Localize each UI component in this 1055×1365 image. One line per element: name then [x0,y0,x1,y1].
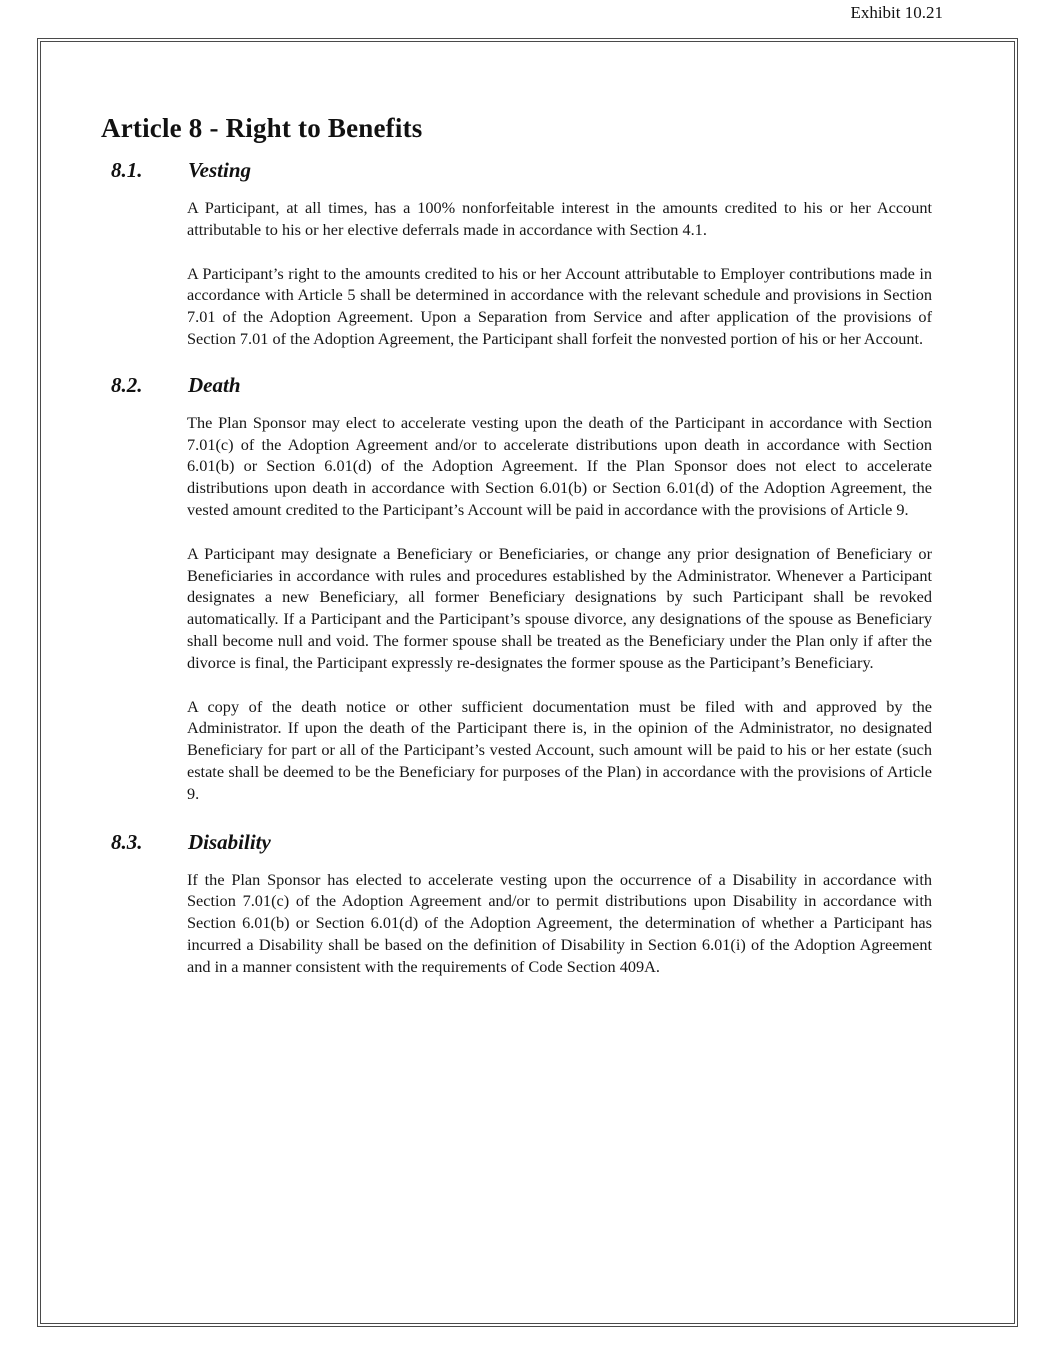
section-title: Vesting [188,158,252,182]
paragraph: A Participant, at all times, has a 100% nonforfeitable interest in the amounts credited to his or her Account attributable to his or her elective deferrals made in accordance with Section 4.1. [187,198,932,239]
paragraph: If the Plan Sponsor has elected to accelerate vesting upon the occurrence of a Disability in accordance with Section 7.01(c) of the Adoption Agreement and/or to permit distributions upon Disability in accordance with Section 6.01(b) or Section 6.01(d) of the Adoption Agreement, the determination of whether a Participant has incurred a Disability shall be based on the definition of Disability in Section 6.01(i) of the Adoption Agreement and in a manner consistent with the requirements of Code Section 409A. [187,869,932,976]
section-number: 8.1. [111,158,143,182]
paragraph: A Participant’s right to the amounts credited to his or her Account attributable to Employer contributions made in accordance with Article 5 shall be determined in accordance with the relevant schedule and provisions in Section 7.01 of the Adoption Agreement. Upon a Separation from Service and after application of the provisions of Section 7.01 of the Adoption Agreement, the Participant shall forfeit the nonvested portion of his or her Account. [187,263,932,348]
exhibit-label: Exhibit 10.21 [850,3,943,22]
section-title: Disability [188,829,271,854]
paragraph: A Participant may designate a Beneficiary or Beneficiaries, or change any prior designation of Beneficiary or Beneficiaries in accordance with rules and procedures established by the Administrator. Whenever a Participant designates a new Beneficiary, all former Beneficiary designations by such Participant shall be revoked automatically. If a Participant and the Participant’s spouse divorce, any designations of the spouse as Beneficiary shall become null and void. The former spouse shall be treated as the Beneficiary under the Plan only if after the divorce is final, the Participant expressly re-designates the former spouse as the Participant’s Beneficiary. [187,543,932,672]
paragraph: The Plan Sponsor may elect to accelerate vesting upon the death of the Participant in accordance with Section 7.01(c) of the Adoption Agreement and/or to accelerate distributions upon death in accordance with Section 6.01(b) or Section 6.01(d) of the Adoption Agreement. If the Plan Sponsor does not elect to accelerate distributions upon death in accordance with Section 6.01(b) or Section 6.01(d) of the Adoption Agreement, the vested amount credited to the Participant’s Account will be paid in accordance with the provisions of Article 9. [187,412,932,519]
page-border-frame [37,38,1018,1327]
section-number: 8.3. [111,829,143,854]
section-title: Death [188,372,241,397]
section-heading-disability [111,830,1014,855]
paragraph: A copy of the death notice or other sufficient documentation must be filed with and approved by the Administrator. If upon the death of the Participant there is, in the opinion of the Administrator, no designated Beneficiary for part or all of the Participant’s vested Account, such amount will be paid to his or her estate (such estate shall be deemed to be the Beneficiary for purposes of the Plan) in accordance with the provisions of Article 9. [187,696,932,803]
section-heading-death [111,373,1014,398]
page-title: Article 8 - Right to Benefits [101,113,423,143]
section-heading-vesting [111,158,1014,183]
document-content [40,41,1015,1324]
section-number: 8.2. [111,372,143,397]
